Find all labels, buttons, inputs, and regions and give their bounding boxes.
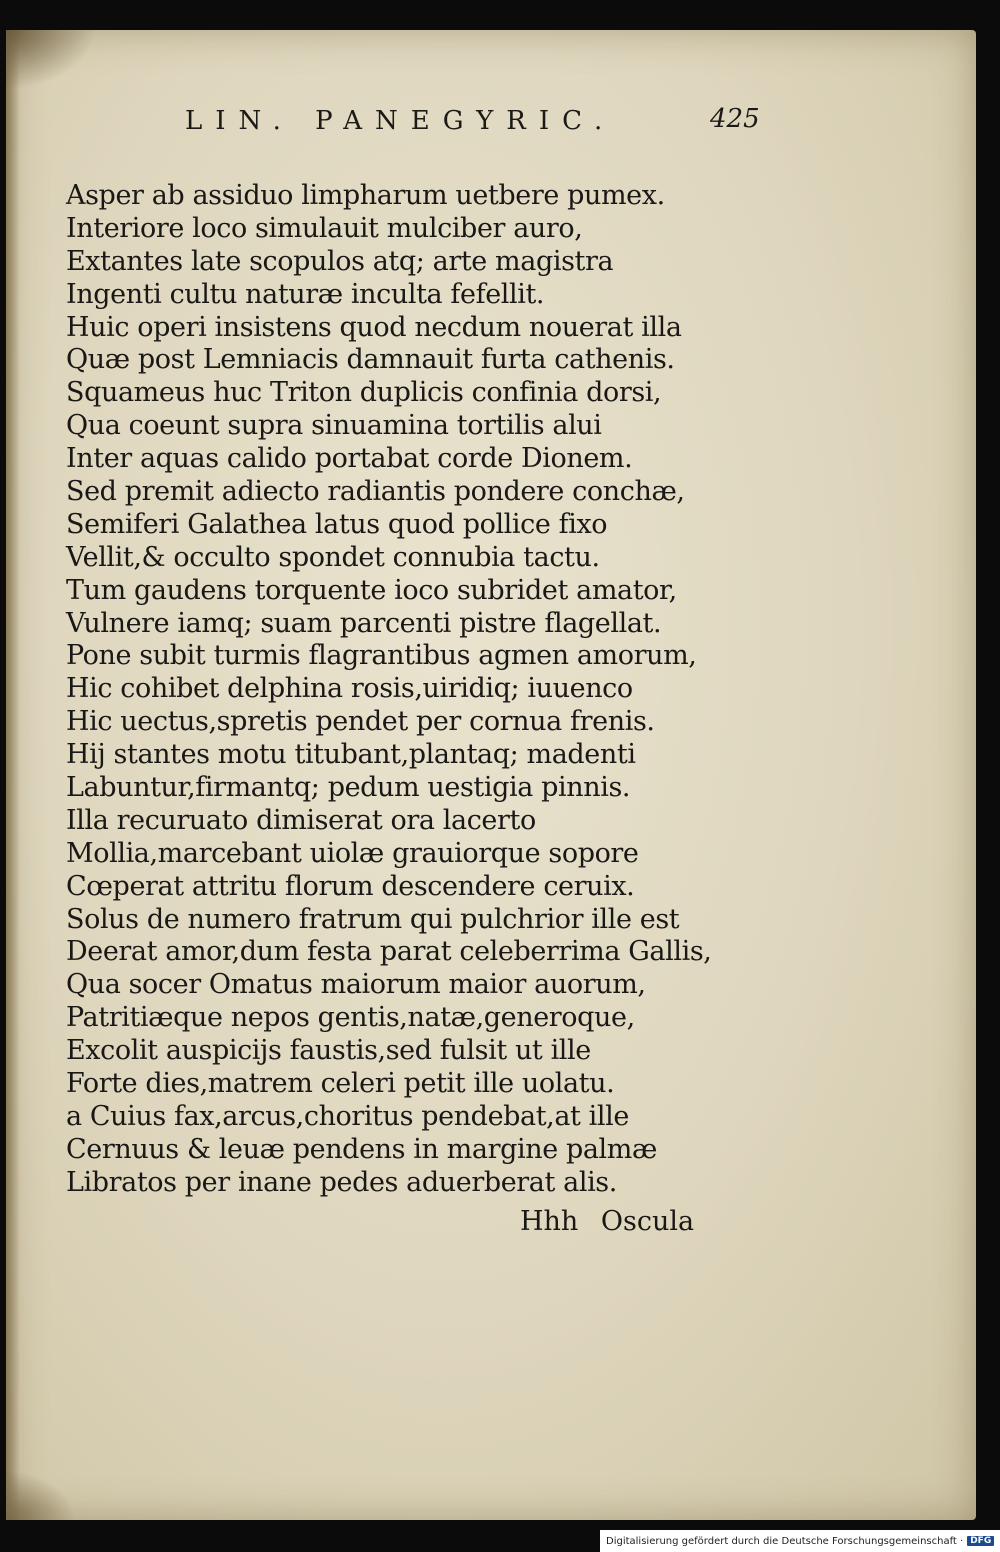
verse-line: Qua socer Omatus maiorum maior auorum, — [66, 969, 646, 1001]
verse-line: Huic operi insistens quod necdum nouerat illa — [66, 311, 682, 343]
verse-line: Patritiæque nepos gentis,natæ,generoque, — [66, 1002, 635, 1034]
verse-line: Solus de numero fratrum qui pulchrior ille est — [66, 903, 680, 935]
verse-line: Cernuus & leuæ pendens in margine palmæ — [66, 1133, 657, 1165]
page-number: 425 — [710, 104, 760, 134]
running-head: LIN. PANEGYRIC. — [185, 106, 616, 136]
verse-line: Illa recuruato dimiserat ora lacerto — [66, 804, 536, 836]
verse-line: Tum gaudens torquente ioco subridet amator, — [66, 574, 677, 606]
verse-line: Labuntur,firmantq; pedum uestigia pinnis. — [66, 772, 631, 804]
catchword: Hhh Oscula — [520, 1206, 695, 1237]
verse-line: Extantes late scopulos atq; arte magistra — [66, 245, 614, 277]
verse-line: Pone subit turmis flagrantibus agmen amorum, — [66, 640, 697, 672]
stain-top-left — [6, 30, 96, 90]
verse-line: Vellit,& occulto spondet connubia tactu. — [66, 541, 600, 573]
credit-text: Digitalisierung gefördert durch die Deutsche Forschungsgemeinschaft · — [606, 1535, 964, 1547]
dfg-logo-icon: DFG — [967, 1536, 994, 1546]
verse-line: Cœperat attritu florum descendere ceruix. — [66, 870, 635, 902]
verse-line: Vulnere iamq; suam parcenti pistre flagellat. — [66, 607, 662, 639]
verse-line: Mollia,marcebant uiolæ grauiorque sopore — [66, 837, 639, 869]
verse-line: Hic uectus,spretis pendet per cornua frenis. — [66, 706, 655, 738]
verse-line: Interiore loco simulauit mulciber auro, — [66, 212, 583, 244]
verse-line: Forte dies,matrem celeri petit ille uolatu. — [66, 1068, 615, 1100]
digitization-credit — [600, 1530, 1000, 1552]
verse-line: Hic cohibet delphina rosis,uiridiq; iuuenco — [66, 673, 633, 705]
verse-line: Hij stantes motu titubant,plantaq; madenti — [66, 739, 636, 771]
verse-line: Ingenti cultu naturæ inculta fefellit. — [66, 278, 545, 310]
verse-line: Quæ post Lemniacis damnauit furta cathenis. — [66, 344, 675, 376]
spine-shadow — [6, 30, 20, 1520]
verse-line: Qua coeunt supra sinuamina tortilis alui — [66, 410, 602, 442]
verse-line: Excolit auspicijs faustis,sed fulsit ut ille — [66, 1035, 591, 1067]
verse-block — [66, 180, 726, 1200]
verse-line: Deerat amor,dum festa parat celeberrima Gallis, — [66, 936, 712, 968]
verse-line: Inter aquas calido portabat corde Dionem. — [66, 443, 633, 475]
verse-line: Squameus huc Triton duplicis confinia dorsi, — [66, 377, 662, 409]
verse-line: Libratos per inane pedes aduerberat alis. — [66, 1166, 617, 1198]
stain-bottom-left — [6, 1470, 76, 1520]
verse-line: Sed premit adiecto radiantis pondere conchæ, — [66, 476, 685, 508]
verse-line: Asper ab assiduo limpharum uetbere pumex. — [66, 180, 665, 211]
verse-line: a Cuius fax,arcus,choritus pendebat,at ille — [66, 1100, 629, 1132]
verse-line: Semiferi Galathea latus quod pollice fixo — [66, 508, 608, 540]
